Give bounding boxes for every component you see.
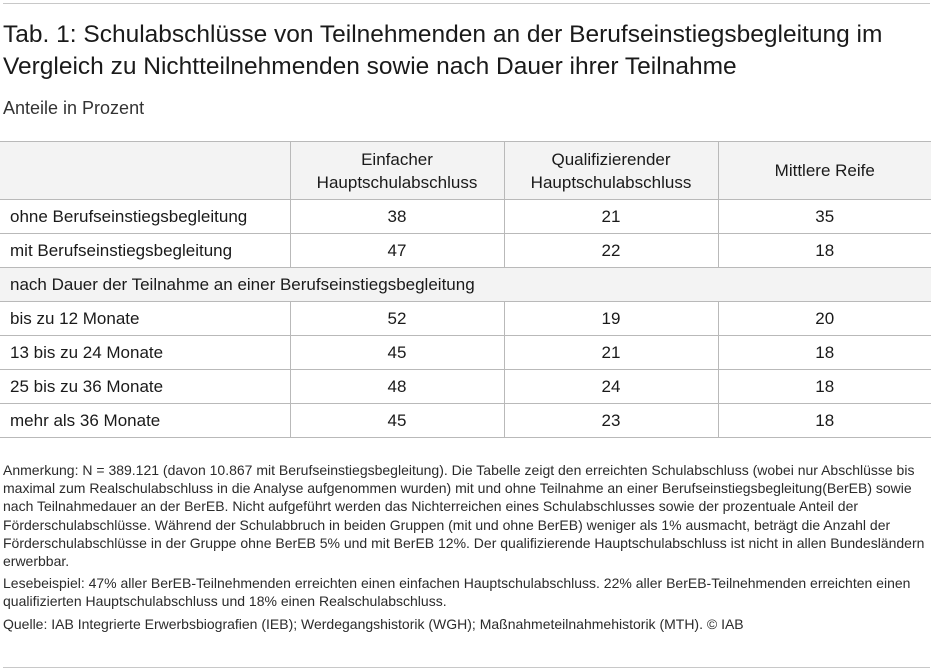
header-label: Hauptschulabschluss (530, 172, 692, 192)
table-row (0, 404, 931, 438)
cell-value: 21 (504, 336, 718, 370)
header-einfacher-hauptschulabschluss (290, 142, 504, 200)
cell-value: 45 (290, 336, 504, 370)
cell-value: 24 (504, 370, 718, 404)
cell-value: 21 (504, 200, 718, 234)
section-label: nach Dauer der Teilnahme an einer Berufseinstiegsbegleitung (0, 268, 931, 302)
row-label: 13 bis zu 24 Monate (0, 336, 290, 370)
row-label: bis zu 12 Monate (0, 302, 290, 336)
cell-value: 18 (718, 336, 931, 370)
table-title: Tab. 1: Schulabschlüsse von Teilnehmenden an der Berufseinstiegsbegleitung im Vergleich zu Nichtteilnehmenden sowie nach Dauer ihrer Teilnahme (3, 21, 883, 80)
table-row (0, 200, 931, 234)
table-header-row (0, 142, 931, 200)
cell-value: 20 (718, 302, 931, 336)
header-empty-cell (0, 142, 290, 200)
table-subtitle: Anteile in Prozent (3, 98, 145, 118)
note-anmerkung: Anmerkung: N = 389.121 (davon 10.867 mit Berufseinstiegsbegleitung). Die Tabelle zeigt den erreichten Schulabschluss (wobei nur Abschlüsse bis maximal zum Realschulabschluss in die Analyse aufgenommen wurden) mit und ohne Teilnahme an einer Berufseinstiegsbegleitung(BerEB) sowie nach Teilnahmedauer an der BerEB. Nicht aufgeführt werden das Nichterreichen eines Schulabschlusses sowie der prozentuale Anteil der Förderschulabschlüsse. Während der Schulabbruch in beiden Gruppen (mit und ohne BerEB) weniger als 1% ausmacht, beträgt die Anzahl der Förderschulabschlüsse in der Gruppe ohne BerEB 5% und mit BerEB 12%. Der qualifizierende Hauptschulabschluss ist nicht in allen Bundesländern erwerbbar. (3, 462, 925, 570)
row-label: 25 bis zu 36 Monate (0, 370, 290, 404)
results-table (0, 141, 931, 438)
header-label: Einfacher (361, 149, 433, 169)
header-label: Mittlere Reife (774, 161, 875, 180)
section-header-row (0, 268, 931, 302)
cell-value: 45 (290, 404, 504, 438)
table-row (0, 370, 931, 404)
table-notes (3, 461, 929, 637)
table-row (0, 336, 931, 370)
cell-value: 52 (290, 302, 504, 336)
note-lesebeispiel: Lesebeispiel: 47% aller BerEB-Teilnehmenden erreichten einen einfachen Hauptschulabschluss. 22% aller BerEB-Teilnehmenden erreichten einen qualifizierten Hauptschulabschluss und 18% einen Realschulabschluss. (3, 575, 911, 610)
header-label: Qualifizierender (551, 149, 671, 169)
cell-value: 47 (290, 234, 504, 268)
table-row (0, 234, 931, 268)
cell-value: 18 (718, 404, 931, 438)
top-divider (3, 3, 930, 4)
cell-value: 38 (290, 200, 504, 234)
header-mittlere-reife (718, 142, 931, 200)
cell-value: 48 (290, 370, 504, 404)
row-label: ohne Berufseinstiegsbegleitung (0, 200, 290, 234)
cell-value: 22 (504, 234, 718, 268)
bottom-divider (3, 667, 930, 668)
header-qualifizierender-hauptschulabschluss (504, 142, 718, 200)
row-label: mehr als 36 Monate (0, 404, 290, 438)
note-quelle: Quelle: IAB Integrierte Erwerbsbiografien (IEB); Werdegangshistorik (WGH); Maßnahmeteilnahmehistorik (MTH). © IAB (3, 615, 744, 632)
row-label: mit Berufseinstiegsbegleitung (0, 234, 290, 268)
cell-value: 19 (504, 302, 718, 336)
cell-value: 18 (718, 234, 931, 268)
cell-value: 18 (718, 370, 931, 404)
table-row (0, 302, 931, 336)
cell-value: 35 (718, 200, 931, 234)
cell-value: 23 (504, 404, 718, 438)
header-label: Hauptschulabschluss (316, 172, 478, 192)
